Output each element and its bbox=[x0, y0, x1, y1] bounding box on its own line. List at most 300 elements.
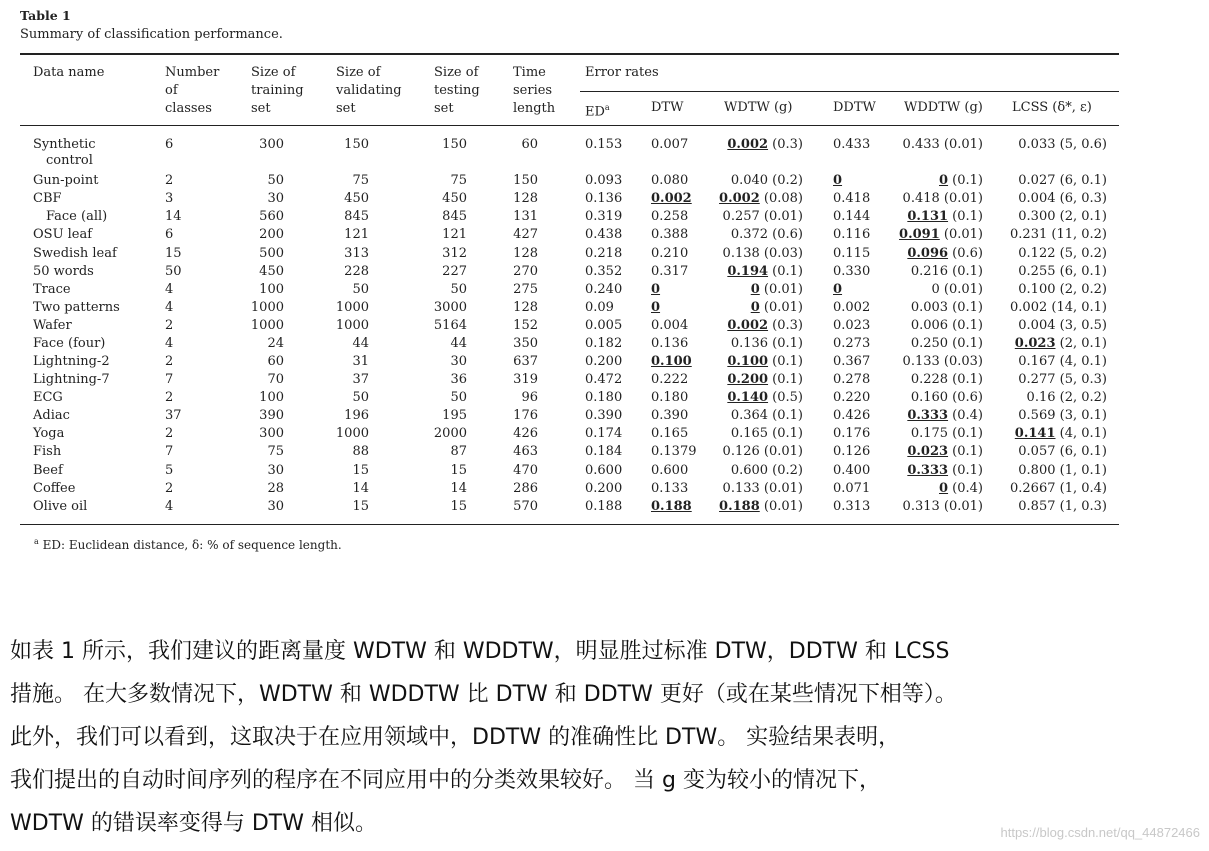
cell-wdtw: 0.138 (0.03) bbox=[722, 246, 803, 261]
cell-lcss: 0.122 (5, 0.2) bbox=[1018, 246, 1107, 261]
cell-lcss: 0.027 (6, 0.1) bbox=[1018, 173, 1107, 188]
paragraph-line: 如表 1 所示，我们建议的距离量度 WDTW 和 WDDTW，明显胜过标准 DTW，DDTW 和 LCSS bbox=[10, 639, 950, 664]
cell-length: 570 bbox=[513, 499, 538, 514]
cell-validating: 50 bbox=[352, 390, 369, 405]
cell-lcss: 0.057 (6, 0.1) bbox=[1018, 444, 1107, 459]
cell-ed: 0.174 bbox=[585, 426, 623, 441]
cell-testing: 50 bbox=[450, 282, 467, 297]
cell-dtw: 0.317 bbox=[651, 264, 689, 279]
cell-length: 426 bbox=[513, 426, 538, 441]
lcss-error-value: 0.004 bbox=[1018, 191, 1056, 206]
cell-training: 500 bbox=[259, 246, 284, 261]
cell-validating: 1000 bbox=[335, 300, 369, 315]
cell-training: 300 bbox=[259, 137, 284, 152]
cell-ed: 0.180 bbox=[585, 390, 623, 405]
cell-classes: 2 bbox=[165, 318, 174, 333]
error-value: 0.003 bbox=[910, 300, 949, 315]
cell-training: 75 bbox=[267, 444, 284, 459]
cell-dtw: 0.390 bbox=[651, 408, 689, 423]
cell-wdtw: 0.002 (0.08) bbox=[719, 191, 803, 206]
body-paragraph bbox=[10, 630, 1200, 845]
header-lcss: LCSS (δ*, ε) bbox=[1012, 100, 1092, 115]
error-rates-rule bbox=[580, 91, 1119, 92]
cell-ed: 0.240 bbox=[585, 282, 623, 297]
lcss-error-value: 0.033 bbox=[1018, 137, 1056, 152]
cell-ddtw: 0.313 bbox=[833, 499, 871, 514]
footnote-mark: a bbox=[34, 537, 39, 546]
error-value: 0.364 bbox=[730, 408, 769, 423]
cell-wdtw: 0.002 (0.3) bbox=[727, 137, 803, 152]
cell-training: 100 bbox=[259, 390, 284, 405]
cell-wdtw: 0.040 (0.2) bbox=[730, 173, 803, 188]
cell-ed: 0.005 bbox=[585, 318, 623, 333]
cell-lcss: 0.300 (2, 0.1) bbox=[1018, 209, 1107, 224]
cell-wddtw: 0 (0.4) bbox=[939, 481, 983, 496]
lcss-error-value: 0.100 bbox=[1018, 282, 1056, 297]
cell-length: 270 bbox=[513, 264, 538, 279]
table-header-rule bbox=[20, 125, 1119, 126]
error-value: 0.160 bbox=[910, 390, 949, 405]
cell-ddtw: 0.426 bbox=[833, 408, 871, 423]
cell-training: 100 bbox=[259, 282, 284, 297]
cell-length: 96 bbox=[521, 390, 538, 405]
cell-wdtw: 0.188 (0.01) bbox=[719, 499, 803, 514]
header-testing-size: Size of testing set bbox=[434, 65, 480, 116]
cell-classes: 14 bbox=[165, 209, 182, 224]
cell-wddtw: 0.433 (0.01) bbox=[902, 137, 983, 152]
cell-ddtw: 0 bbox=[833, 173, 843, 188]
cell-lcss: 0.004 (3, 0.5) bbox=[1018, 318, 1107, 333]
cell-ddtw: 0.273 bbox=[833, 336, 871, 351]
cell-testing: 15 bbox=[450, 499, 467, 514]
paragraph-line: 措施。 在大多数情况下，WDTW 和 WDDTW 比 DTW 和 DDTW 更好（或在某些情况下相等）。 bbox=[10, 682, 957, 707]
cell-data-name: Coffee bbox=[33, 481, 76, 496]
cell-dtw: 0.210 bbox=[651, 246, 689, 261]
cell-testing: 75 bbox=[450, 173, 467, 188]
cell-classes: 5 bbox=[165, 463, 174, 478]
cell-data-name: Face (all) bbox=[46, 209, 108, 224]
cell-training: 450 bbox=[259, 264, 284, 279]
cell-validating: 37 bbox=[352, 372, 369, 387]
cell-data-name: 50 words bbox=[33, 264, 94, 279]
cell-training: 70 bbox=[267, 372, 284, 387]
header-series-length: Time series length bbox=[513, 65, 556, 116]
cell-testing: 14 bbox=[450, 481, 467, 496]
cell-testing: 450 bbox=[442, 191, 467, 206]
cell-training: 24 bbox=[267, 336, 284, 351]
cell-ddtw: 0.418 bbox=[833, 191, 871, 206]
cell-length: 319 bbox=[513, 372, 538, 387]
cell-validating: 14 bbox=[352, 481, 369, 496]
error-value: 0.257 bbox=[722, 209, 760, 224]
cell-data-name: Swedish leaf bbox=[33, 246, 117, 261]
cell-wddtw: 0.250 (0.1) bbox=[910, 336, 983, 351]
cell-length: 60 bbox=[521, 137, 538, 152]
cell-validating: 196 bbox=[344, 408, 369, 423]
error-value: 0.131 bbox=[907, 209, 949, 224]
cell-wdtw: 0.140 (0.5) bbox=[727, 390, 803, 405]
table-caption: Summary of classification performance. bbox=[20, 27, 283, 42]
lcss-error-value: 0.231 bbox=[1010, 227, 1048, 242]
cell-length: 286 bbox=[513, 481, 538, 496]
cell-ed: 0.200 bbox=[585, 354, 623, 369]
paragraph-line: 我们提出的自动时间序列的程序在不同应用中的分类效果较好。 当 g 变为较小的情况下， bbox=[10, 768, 881, 793]
cell-ed: 0.438 bbox=[585, 227, 623, 242]
cell-wdtw: 0.165 (0.1) bbox=[730, 426, 803, 441]
cell-data-name: Adiac bbox=[33, 408, 70, 423]
lcss-error-value: 0.800 bbox=[1018, 463, 1056, 478]
cell-ddtw: 0.278 bbox=[833, 372, 871, 387]
cell-testing: 121 bbox=[442, 227, 467, 242]
error-value: 0.091 bbox=[899, 227, 940, 242]
lcss-error-value: 0.277 bbox=[1018, 372, 1056, 387]
cell-ddtw: 0.176 bbox=[833, 426, 871, 441]
table-footnote bbox=[34, 537, 342, 552]
cell-ddtw: 0.144 bbox=[833, 209, 871, 224]
cell-testing: 2000 bbox=[433, 426, 467, 441]
error-value: 0.165 bbox=[730, 426, 769, 441]
error-value: 0.194 bbox=[727, 264, 769, 279]
cell-testing: 15 bbox=[450, 463, 467, 478]
error-value: 0.372 bbox=[730, 227, 769, 242]
cell-data-name: Olive oil bbox=[33, 499, 88, 514]
error-value: 0 bbox=[939, 481, 949, 496]
cell-ed: 0.352 bbox=[585, 264, 623, 279]
cell-wddtw: 0.418 (0.01) bbox=[902, 191, 983, 206]
cell-length: 131 bbox=[513, 209, 538, 224]
cell-dtw: 0.004 bbox=[651, 318, 689, 333]
error-value: 0.175 bbox=[910, 426, 949, 441]
cell-data-name: Yoga bbox=[33, 426, 65, 441]
cell-length: 150 bbox=[513, 173, 538, 188]
cell-wdtw: 0.194 (0.1) bbox=[727, 264, 803, 279]
error-value: 0.313 bbox=[902, 499, 940, 514]
cell-classes: 15 bbox=[165, 246, 182, 261]
error-value: 0.136 bbox=[730, 336, 769, 351]
cell-classes: 4 bbox=[165, 499, 174, 514]
cell-wdtw: 0.600 (0.2) bbox=[730, 463, 803, 478]
lcss-error-value: 0.300 bbox=[1018, 209, 1056, 224]
cell-ddtw: 0 bbox=[833, 282, 843, 297]
cell-wddtw: 0.006 (0.1) bbox=[910, 318, 983, 333]
cell-lcss: 0.569 (3, 0.1) bbox=[1018, 408, 1107, 423]
cell-testing: 195 bbox=[442, 408, 467, 423]
cell-wddtw: 0.091 (0.01) bbox=[899, 227, 983, 242]
error-value: 0 bbox=[939, 173, 949, 188]
cell-dtw: 0.080 bbox=[651, 173, 689, 188]
error-value: 0.433 bbox=[902, 137, 940, 152]
cell-wddtw: 0.216 (0.1) bbox=[910, 264, 983, 279]
cell-wdtw: 0.372 (0.6) bbox=[730, 227, 803, 242]
cell-validating: 845 bbox=[344, 209, 369, 224]
cell-lcss: 0.231 (11, 0.2) bbox=[1010, 227, 1107, 242]
cell-length: 128 bbox=[513, 300, 538, 315]
error-value: 0.006 bbox=[910, 318, 949, 333]
cell-classes: 3 bbox=[165, 191, 174, 206]
error-value: 0.002 bbox=[719, 191, 760, 206]
cell-wdtw: 0.002 (0.3) bbox=[727, 318, 803, 333]
header-validating-size: Size of validating set bbox=[336, 65, 402, 116]
cell-validating: 121 bbox=[344, 227, 369, 242]
cell-validating: 228 bbox=[344, 264, 369, 279]
error-value: 0.200 bbox=[727, 372, 769, 387]
cell-ddtw: 0.023 bbox=[833, 318, 871, 333]
cell-ed: 0.200 bbox=[585, 481, 623, 496]
cell-wddtw: 0.133 (0.03) bbox=[902, 354, 983, 369]
cell-wdtw: 0.136 (0.1) bbox=[730, 336, 803, 351]
cell-testing: 3000 bbox=[433, 300, 467, 315]
cell-wddtw: 0.003 (0.1) bbox=[910, 300, 983, 315]
cell-wdtw: 0 (0.01) bbox=[750, 282, 803, 297]
cell-wddtw: 0.096 (0.6) bbox=[907, 246, 983, 261]
cell-classes: 50 bbox=[165, 264, 182, 279]
cell-ed: 0.600 bbox=[585, 463, 623, 478]
cell-ddtw: 0.400 bbox=[833, 463, 871, 478]
lcss-error-value: 0.002 bbox=[1010, 300, 1048, 315]
cell-training: 28 bbox=[267, 481, 284, 496]
cell-dtw: 0.136 bbox=[651, 336, 689, 351]
cell-data-name: OSU leaf bbox=[33, 227, 93, 242]
error-value: 0 bbox=[750, 282, 760, 297]
cell-testing: 44 bbox=[450, 336, 467, 351]
error-value: 0.002 bbox=[727, 137, 769, 152]
cell-training: 60 bbox=[267, 354, 284, 369]
cell-wddtw: 0.313 (0.01) bbox=[902, 499, 983, 514]
cell-wddtw: 0.023 (0.1) bbox=[907, 444, 983, 459]
cell-lcss: 0.800 (1, 0.1) bbox=[1018, 463, 1107, 478]
error-value: 0.228 bbox=[910, 372, 949, 387]
cell-length: 152 bbox=[513, 318, 538, 333]
cell-validating: 44 bbox=[352, 336, 369, 351]
error-value: 0.133 bbox=[902, 354, 940, 369]
cell-lcss: 0.857 (1, 0.3) bbox=[1018, 499, 1107, 514]
cell-classes: 2 bbox=[165, 390, 174, 405]
cell-length: 176 bbox=[513, 408, 538, 423]
footnote-text: ED: Euclidean distance, δ: % of sequence length. bbox=[42, 538, 342, 552]
cell-wdtw: 0 (0.01) bbox=[750, 300, 803, 315]
cell-dtw: 0.222 bbox=[651, 372, 689, 387]
cell-validating: 50 bbox=[352, 282, 369, 297]
cell-training: 30 bbox=[267, 191, 284, 206]
cell-validating: 150 bbox=[344, 137, 369, 152]
cell-training: 1000 bbox=[250, 300, 284, 315]
cell-wdtw: 0.100 (0.1) bbox=[727, 354, 803, 369]
cell-lcss: 0.023 (2, 0.1) bbox=[1014, 336, 1107, 351]
cell-lcss: 0.141 (4, 0.1) bbox=[1014, 426, 1107, 441]
paragraph-line: 此外，我们可以看到，这取决于在应用领域中，DDTW 的准确性比 DTW。 实验结果表明， bbox=[10, 725, 901, 750]
cell-classes: 2 bbox=[165, 354, 174, 369]
cell-classes: 7 bbox=[165, 372, 174, 387]
cell-ddtw: 0.126 bbox=[833, 444, 871, 459]
cell-testing: 36 bbox=[450, 372, 467, 387]
cell-ed: 0.218 bbox=[585, 246, 623, 261]
cell-wdtw: 0.257 (0.01) bbox=[722, 209, 803, 224]
cell-testing: 87 bbox=[450, 444, 467, 459]
cell-training: 30 bbox=[267, 463, 284, 478]
cell-length: 427 bbox=[513, 227, 538, 242]
cell-dtw: 0.388 bbox=[651, 227, 689, 242]
cell-ddtw: 0.002 bbox=[833, 300, 871, 315]
header-error-rates: Error rates bbox=[585, 65, 659, 80]
cell-dtw: 0.258 bbox=[651, 209, 689, 224]
cell-wddtw: 0.160 (0.6) bbox=[910, 390, 983, 405]
table-top-rule bbox=[20, 53, 1119, 55]
error-value: 0.126 bbox=[722, 444, 760, 459]
cell-dtw: 0.188 bbox=[651, 499, 692, 514]
error-value: 0.600 bbox=[730, 463, 769, 478]
error-value: 0 bbox=[931, 282, 940, 297]
cell-classes: 37 bbox=[165, 408, 182, 423]
cell-ed: 0.09 bbox=[585, 300, 614, 315]
cell-length: 637 bbox=[513, 354, 538, 369]
error-value: 0.096 bbox=[907, 246, 949, 261]
cell-data-name: Trace bbox=[33, 282, 71, 297]
header-ed bbox=[585, 99, 610, 121]
header-wdtw: WDTW (g) bbox=[724, 100, 793, 115]
cell-ddtw: 0.071 bbox=[833, 481, 871, 496]
cell-classes: 2 bbox=[165, 173, 174, 188]
cell-validating: 88 bbox=[352, 444, 369, 459]
cell-data-name: Beef bbox=[33, 463, 63, 478]
cell-validating: 31 bbox=[352, 354, 369, 369]
cell-wddtw: 0.175 (0.1) bbox=[910, 426, 983, 441]
cell-wddtw: 0.333 (0.4) bbox=[907, 408, 983, 423]
cell-dtw: 0.180 bbox=[651, 390, 689, 405]
lcss-error-value: 0.004 bbox=[1018, 318, 1056, 333]
cell-lcss: 0.16 (2, 0.2) bbox=[1026, 390, 1107, 405]
paragraph-line: WDTW 的错误率变得与 DTW 相似。 bbox=[10, 811, 377, 836]
cell-lcss: 0.2667 (1, 0.4) bbox=[1010, 481, 1107, 496]
cell-data-name: Lightning-7 bbox=[33, 372, 110, 387]
cell-ddtw: 0.330 bbox=[833, 264, 871, 279]
cell-wddtw: 0.131 (0.1) bbox=[907, 209, 983, 224]
lcss-error-value: 0.857 bbox=[1018, 499, 1056, 514]
cell-testing: 30 bbox=[450, 354, 467, 369]
header-dtw: DTW bbox=[651, 100, 684, 115]
cell-training: 200 bbox=[259, 227, 284, 242]
cell-wdtw: 0.126 (0.01) bbox=[722, 444, 803, 459]
cell-classes: 6 bbox=[165, 137, 174, 152]
cell-ed: 0.472 bbox=[585, 372, 623, 387]
error-value: 0.418 bbox=[902, 191, 940, 206]
cell-data-name: CBF bbox=[33, 191, 62, 206]
error-value: 0 bbox=[750, 300, 760, 315]
cell-validating: 450 bbox=[344, 191, 369, 206]
cell-data-name: Gun-point bbox=[33, 173, 99, 188]
cell-ed: 0.319 bbox=[585, 209, 623, 224]
cell-ddtw: 0.115 bbox=[833, 246, 871, 261]
cell-testing: 227 bbox=[442, 264, 467, 279]
cell-data-name: Face (four) bbox=[33, 336, 106, 351]
error-value: 0.100 bbox=[727, 354, 769, 369]
cell-dtw: 0.600 bbox=[651, 463, 689, 478]
error-value: 0.023 bbox=[907, 444, 949, 459]
cell-dtw: 0.133 bbox=[651, 481, 689, 496]
error-value: 0.133 bbox=[722, 481, 760, 496]
cell-classes: 4 bbox=[165, 300, 174, 315]
lcss-error-value: 0.141 bbox=[1014, 426, 1056, 441]
cell-validating: 15 bbox=[352, 463, 369, 478]
cell-training: 30 bbox=[267, 499, 284, 514]
header-data-name: Data name bbox=[33, 65, 105, 80]
cell-training: 1000 bbox=[250, 318, 284, 333]
header-ddtw: DDTW bbox=[833, 100, 876, 115]
cell-lcss: 0.100 (2, 0.2) bbox=[1018, 282, 1107, 297]
cell-ed: 0.182 bbox=[585, 336, 623, 351]
cell-ed: 0.390 bbox=[585, 408, 623, 423]
cell-ed: 0.188 bbox=[585, 499, 623, 514]
watermark-url: https://blog.csdn.net/qq_44872466 bbox=[1000, 825, 1200, 840]
cell-testing: 5164 bbox=[433, 318, 467, 333]
error-value: 0.138 bbox=[722, 246, 760, 261]
cell-data-name: Wafer bbox=[33, 318, 72, 333]
error-value: 0.188 bbox=[719, 499, 760, 514]
cell-lcss: 0.277 (5, 0.3) bbox=[1018, 372, 1107, 387]
lcss-error-value: 0.023 bbox=[1014, 336, 1056, 351]
cell-training: 300 bbox=[259, 426, 284, 441]
error-value: 0.216 bbox=[910, 264, 949, 279]
table-bottom-rule bbox=[20, 524, 1119, 525]
cell-ddtw: 0.433 bbox=[833, 137, 871, 152]
lcss-error-value: 0.057 bbox=[1018, 444, 1056, 459]
lcss-error-value: 0.255 bbox=[1018, 264, 1056, 279]
cell-dtw: 0.007 bbox=[651, 137, 689, 152]
cell-ed: 0.136 bbox=[585, 191, 623, 206]
cell-ed: 0.153 bbox=[585, 137, 623, 152]
cell-wddtw: 0.333 (0.1) bbox=[907, 463, 983, 478]
cell-ddtw: 0.220 bbox=[833, 390, 871, 405]
table-title: Table 1 bbox=[20, 8, 71, 23]
cell-data-name: Two patterns bbox=[33, 300, 120, 315]
cell-testing: 50 bbox=[450, 390, 467, 405]
cell-length: 463 bbox=[513, 444, 538, 459]
cell-classes: 6 bbox=[165, 227, 174, 242]
header-number-of-classes: Number of classes bbox=[165, 65, 220, 116]
cell-length: 128 bbox=[513, 191, 538, 206]
cell-testing: 845 bbox=[442, 209, 467, 224]
error-value: 0.040 bbox=[730, 173, 769, 188]
header-ed-label: ED bbox=[585, 104, 605, 120]
cell-dtw: 0 bbox=[651, 300, 661, 315]
cell-testing: 312 bbox=[442, 246, 467, 261]
cell-training: 50 bbox=[267, 173, 284, 188]
cell-wdtw: 0.200 (0.1) bbox=[727, 372, 803, 387]
header-ed-footnote-mark: a bbox=[604, 103, 610, 112]
error-value: 0.250 bbox=[910, 336, 949, 351]
cell-validating: 15 bbox=[352, 499, 369, 514]
cell-dtw: 0.100 bbox=[651, 354, 692, 369]
header-training-size: Size of training set bbox=[251, 65, 304, 116]
cell-data-name: Lightning-2 bbox=[33, 354, 110, 369]
cell-data-name: ECG bbox=[33, 390, 63, 405]
cell-ed: 0.093 bbox=[585, 173, 623, 188]
cell-wddtw: 0.228 (0.1) bbox=[910, 372, 983, 387]
cell-ddtw: 0.116 bbox=[833, 227, 871, 242]
cell-classes: 2 bbox=[165, 481, 174, 496]
cell-training: 560 bbox=[259, 209, 284, 224]
cell-lcss: 0.167 (4, 0.1) bbox=[1018, 354, 1107, 369]
cell-wddtw: 0 (0.1) bbox=[939, 173, 983, 188]
lcss-error-value: 0.16 bbox=[1026, 390, 1056, 405]
cell-classes: 2 bbox=[165, 426, 174, 441]
cell-length: 350 bbox=[513, 336, 538, 351]
cell-ed: 0.184 bbox=[585, 444, 623, 459]
cell-wdtw: 0.133 (0.01) bbox=[722, 481, 803, 496]
cell-ddtw: 0.367 bbox=[833, 354, 871, 369]
cell-lcss: 0.033 (5, 0.6) bbox=[1018, 137, 1107, 152]
error-value: 0.140 bbox=[727, 390, 769, 405]
lcss-error-value: 0.167 bbox=[1018, 354, 1056, 369]
